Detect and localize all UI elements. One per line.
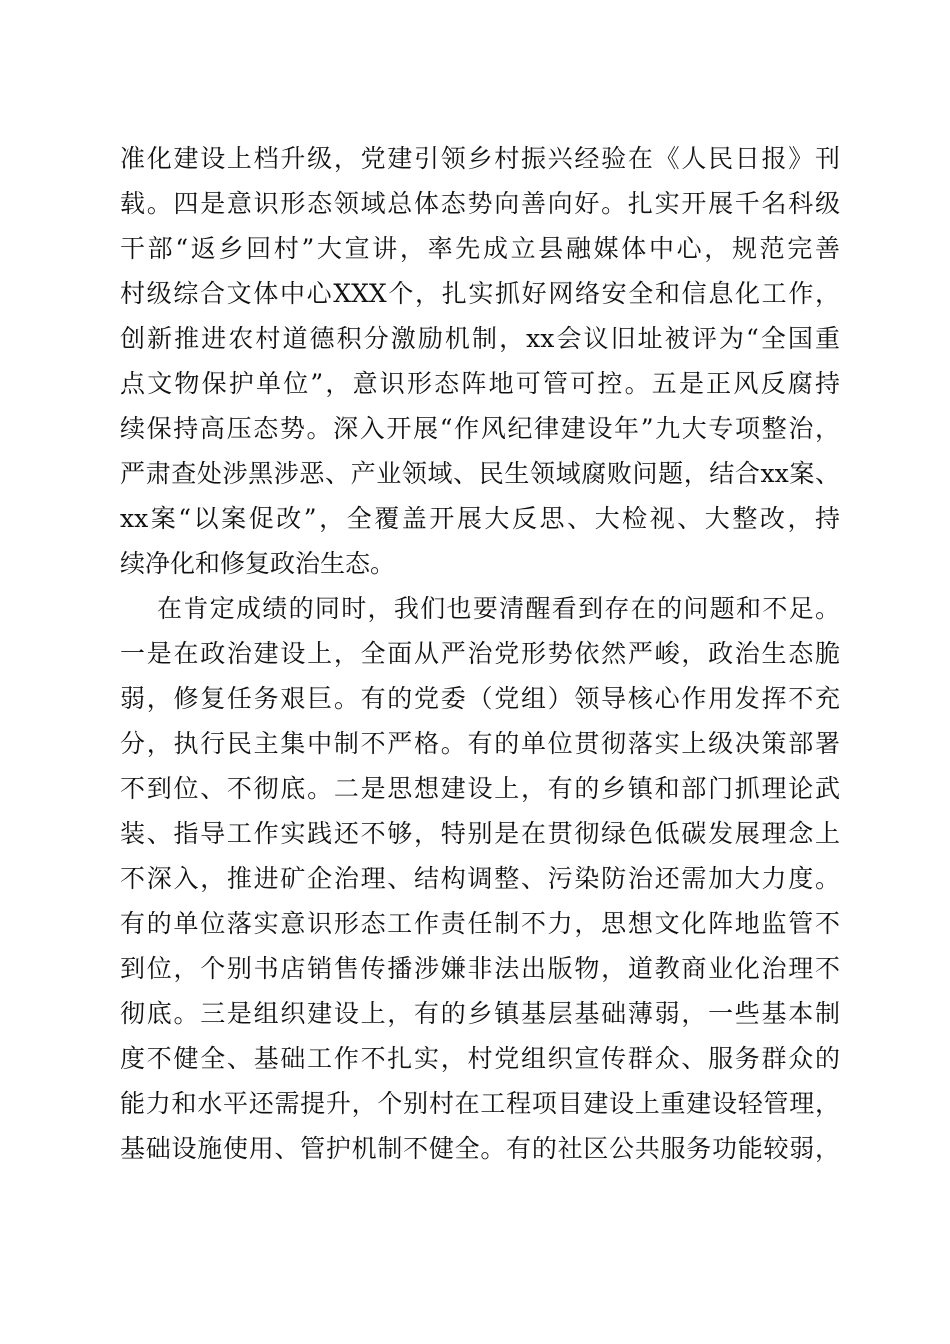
text-line: 能力和水平还需提升，个别村在工程项目建设上重建设轻管理， — [120, 1089, 840, 1118]
text-line: 干部“返乡回村”大宣讲，率先成立县融媒体中心，规范完善 — [120, 234, 840, 263]
text-line: xx案“以案促改”，全覆盖开展大反思、大检视、大整改，持 — [120, 504, 840, 533]
text-line: 有的单位落实意识形态工作责任制不力，思想文化阵地监管不 — [120, 909, 840, 938]
text-line: 准化建设上档升级，党建引领乡村振兴经验在《人民日报》刊 — [120, 144, 840, 173]
text-line: 不深入，推进矿企治理、结构调整、污染防治还需加大力度。 — [120, 864, 840, 893]
text-line: 一是在政治建设上，全面从严治党形势依然严峻，政治生态脆 — [120, 639, 840, 668]
text-line: 创新推进农村道德积分激励机制，xx会议旧址被评为“全国重 — [120, 324, 840, 353]
text-line: 续保持高压态势。深入开展“作风纪律建设年”九大专项整治， — [120, 414, 840, 443]
text-line: 点文物保护单位”，意识形态阵地可管可控。五是正风反腐持 — [120, 369, 840, 398]
text-line: 续净化和修复政治生态。 — [120, 549, 396, 578]
text-line: 到位，个别书店销售传播涉嫌非法出版物，道教商业化治理不 — [120, 954, 840, 983]
text-line: 度不健全、基础工作不扎实，村党组织宣传群众、服务群众的 — [120, 1044, 840, 1073]
text-line: 不到位、不彻底。二是思想建设上，有的乡镇和部门抓理论武 — [120, 774, 840, 803]
text-line: 彻底。三是组织建设上，有的乡镇基层基础薄弱，一些基本制 — [120, 999, 840, 1028]
text-line: 严肃查处涉黑涉恶、产业领域、民生领域腐败问题，结合xx案、 — [120, 459, 840, 488]
text-line: 基础设施使用、管护机制不健全。有的社区公共服务功能较弱， — [120, 1134, 840, 1163]
paragraph-first-line: 在肯定成绩的同时，我们也要清醒看到存在的问题和不足。 — [157, 594, 840, 623]
text-line: 载。四是意识形态领域总体态势向善向好。扎实开展千名科级 — [120, 189, 840, 218]
text-line: 弱，修复任务艰巨。有的党委（党组）领导核心作用发挥不充 — [120, 684, 840, 713]
text-line: 分，执行民主集中制不严格。有的单位贯彻落实上级决策部署 — [120, 729, 840, 758]
text-line: 村级综合文体中心XXX个，扎实抓好网络安全和信息化工作， — [120, 279, 840, 308]
text-line: 装、指导工作实践还不够，特别是在贯彻绿色低碳发展理念上 — [120, 819, 840, 848]
